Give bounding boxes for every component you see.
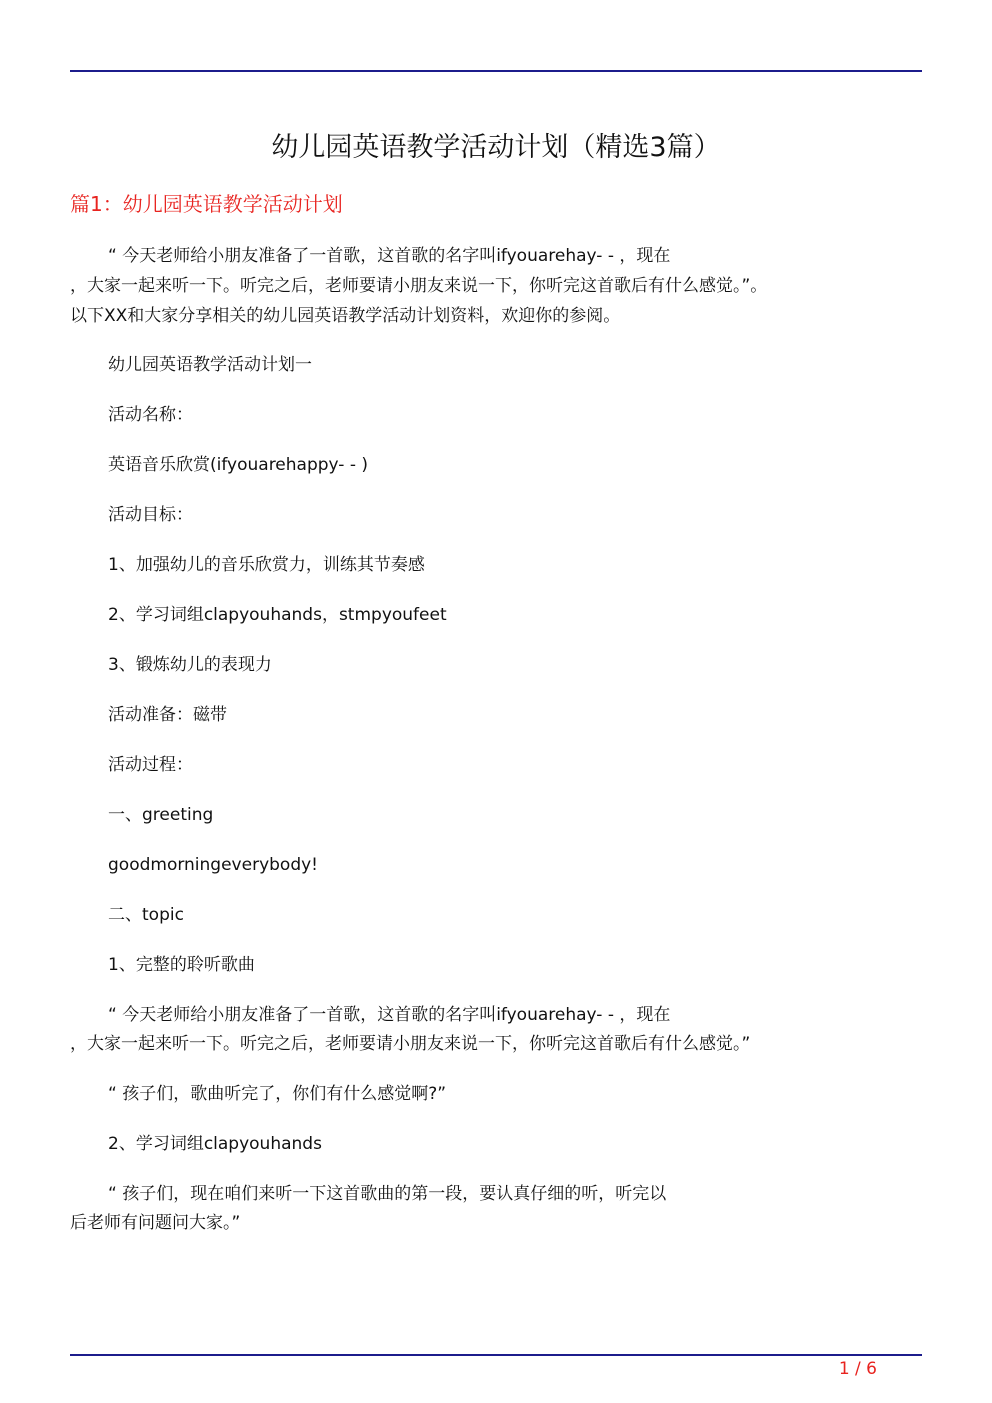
activity-name-label: 活动名称： <box>108 405 193 425</box>
intro-line-3: 以下XX和大家分享相关的幼儿园英语教学活动计划资料，欢迎你的参阅。 <box>70 306 621 326</box>
plan-title: 幼儿园英语教学活动计划一 <box>108 355 312 375</box>
document-title: 幼儿园英语教学活动计划（精选3篇） <box>271 132 721 163</box>
step-topic: 二、topic <box>108 905 184 925</box>
footer-rule <box>70 1354 922 1356</box>
quote-3-line-1: “ 孩子们，现在咱们来听一下这首歌曲的第一段，要认真仔细的听，听完以 <box>108 1184 667 1204</box>
quote-1-line-1: “ 今天老师给小朋友准备了一首歌，这首歌的名字叫ifyouarehay- - ，现在 <box>108 1005 671 1025</box>
intro-line-1: “ 今天老师给小朋友准备了一首歌，这首歌的名字叫ifyouarehay- - ，现在 <box>108 246 671 266</box>
sub-step-1: 1、完整的聆听歌曲 <box>108 955 255 975</box>
preparation: 活动准备：磁带 <box>108 705 227 725</box>
quote-1-line-2: ，大家一起来听一下。听完之后，老师要请小朋友来说一下，你听完这首歌后有什么感觉。” <box>70 1034 751 1054</box>
header-rule <box>70 70 922 72</box>
step-greeting: 一、greeting <box>108 805 214 825</box>
activity-name: 英语音乐欣赏(ifyouarehappy- - ) <box>108 455 369 475</box>
process-label: 活动过程： <box>108 755 193 775</box>
goal-item-3: 3、锻炼幼儿的表现力 <box>108 655 272 675</box>
goals-label: 活动目标： <box>108 505 193 525</box>
page-number: 1 / 6 <box>838 1359 877 1379</box>
quote-3-line-2: 后老师有问题问大家。” <box>70 1213 241 1233</box>
quote-2: “ 孩子们，歌曲听完了，你们有什么感觉啊?” <box>108 1084 447 1104</box>
goal-item-1: 1、加强幼儿的音乐欣赏力，训练其节奏感 <box>108 555 425 575</box>
intro-line-2: ，大家一起来听一下。听完之后，老师要请小朋友来说一下，你听完这首歌后有什么感觉。”。 <box>70 276 768 296</box>
sub-step-2: 2、学习词组clapyouhands <box>108 1134 322 1154</box>
goal-item-2: 2、学习词组clapyouhands，stmpyoufeet <box>108 605 447 625</box>
greeting-text: goodmorningeverybody! <box>108 855 318 875</box>
section-heading: 篇1：幼儿园英语教学活动计划 <box>70 192 343 216</box>
